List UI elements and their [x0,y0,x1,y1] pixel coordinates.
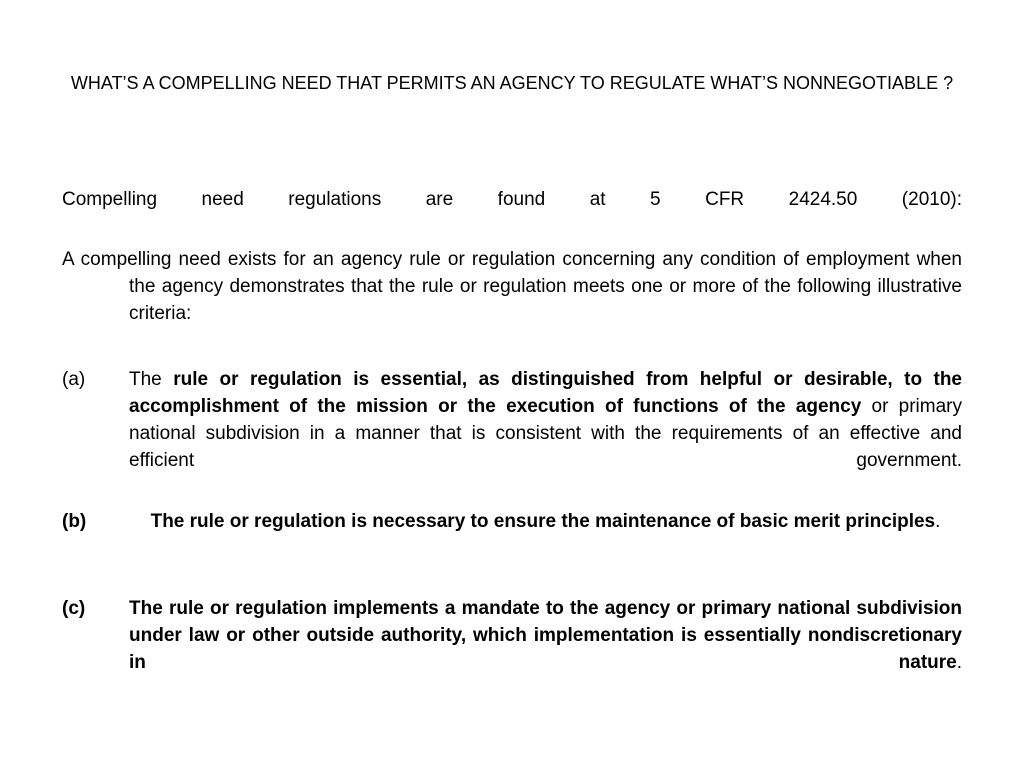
criterion-b-text [129,508,962,535]
criterion-a [62,366,962,474]
criterion-b [62,508,962,535]
criterion-a-text [129,366,962,474]
criterion-c-bold: The rule or regulation implements a mandate to the agency or primary national subdivision under law or other outside authority, which implementation is essentially nondiscretionary in nature [129,598,962,673]
criterion-a-bold: rule or regulation is essential, as distinguished from helpful or desirable, to the accomplishment of the mission or the execution of functions of the agency [129,369,962,417]
criterion-b-bold: The rule or regulation is necessary to ensure the maintenance of basic merit principles [150,511,936,532]
definition-paragraph: A compelling need exists for an agency rule or regulation concerning any condition of employment when the agency demonstrates that the rule or regulation meets one or more of the following illustrative criteria: [62,249,962,324]
criterion-b-label: (b) [62,511,87,532]
slide-title: WHAT’S A COMPELLING NEED THAT PERMITS AN AGENCY TO REGULATE WHAT’S NONNEGOTIABLE ? [70,73,954,93]
criterion-a-tail: or primary national subdivision in a manner that is consistent with the requirements of an effective and efficient government. [129,396,962,471]
intro-line: Compelling need regulations are found at 5 CFR 2424.50 (2010): [62,189,962,210]
criterion-c-label: (c) [62,598,86,619]
criterion-c-tail: . [956,652,962,673]
criterion-c [62,595,962,676]
criterion-a-label: (a) [62,369,86,390]
criterion-b-tail: . [935,511,941,532]
criterion-c-text [129,595,962,676]
criterion-a-lead: The [129,369,174,390]
